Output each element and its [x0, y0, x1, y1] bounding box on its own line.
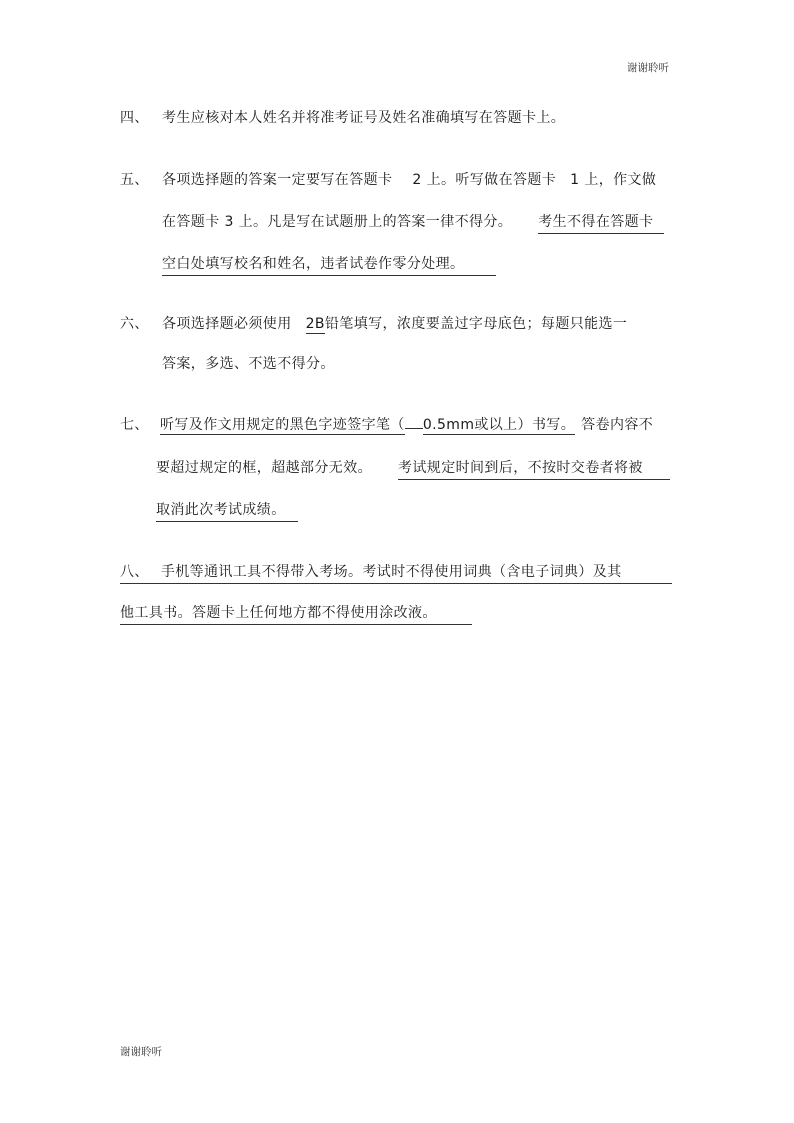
item-6-number: 六、: [120, 316, 149, 332]
item-5-line-2: [162, 212, 664, 234]
page-footer: 谢谢聆听: [120, 1046, 162, 1058]
item-7-line-2-part-a: 要超过规定的框，超越部分无效。: [156, 460, 372, 476]
item-5-line-1: [162, 170, 656, 190]
item-7-line-2-underlined: 考试规定时间到后，不按时交卷者将被: [398, 458, 670, 480]
item-5-line-2-part-a: 在答题卡 3 上。凡是写在试题册上的答案一律不得分。: [162, 214, 513, 230]
item-6-line-1: [162, 314, 627, 334]
item-8-line-1-text: 手机等通讯工具不得带入考场。考试时不得使用词典（含电子词典）及其: [160, 564, 622, 580]
item-8-number: 八、 手机等通讯工具不得带入考场。考试时不得使用词典（含电子词典）及其: [120, 562, 672, 584]
item-7-line-3-underlined: 取消此次考试成绩。: [156, 500, 298, 522]
item-8-line-2-underlined: 他工具书。答题卡上任何地方都不得使用涂改液。: [120, 603, 472, 625]
item-5-number: 五、: [120, 172, 149, 188]
item-7-number: 七、: [120, 417, 149, 433]
item-7-line-1-underlined-a: 听写及作文用规定的黑色字迹签字笔（: [160, 417, 405, 433]
item-4-text: 考生应核对本人姓名并将准考证号及姓名准确填写在答题卡上。: [162, 110, 566, 126]
item-5-line-1-part-a: 各项选择题的答案一定要写在答题卡: [162, 172, 393, 188]
item-5-line-3-underlined: 空白处填写校名和姓名，违者试卷作零分处理。: [162, 254, 496, 276]
item-5-line-2-underlined: 考生不得在答题卡: [538, 212, 664, 234]
item-7-line-3: [156, 500, 298, 522]
item-6-line-1-underlined: 2B: [305, 316, 325, 332]
item-7-line-1-part-c: 答卷内容不: [581, 417, 654, 433]
item-6-line-2: 答案，多选、不选不得分。: [162, 356, 335, 372]
item-6-line-1-part-a: 各项选择题必须使用: [162, 316, 292, 332]
item-5-line-3: [162, 254, 496, 276]
page-header: 谢谢聆听: [627, 62, 669, 74]
item-8-line-2: [120, 603, 472, 625]
item-5-line-1-part-b: 2 上。听写做在答题卡: [412, 172, 557, 188]
item-5-line-1-part-c: 1 上，作文做: [570, 172, 657, 188]
item-7-line-1: [160, 415, 653, 435]
item-7-line-2: [156, 458, 670, 480]
item-4-number: 四、: [120, 110, 149, 126]
item-7-line-1-underlined-b: 0.5mm或以上）书写。: [422, 417, 576, 433]
item-6-line-1-part-c: 铅笔填写，浓度要盖过字母底色；每题只能选一: [324, 316, 628, 332]
